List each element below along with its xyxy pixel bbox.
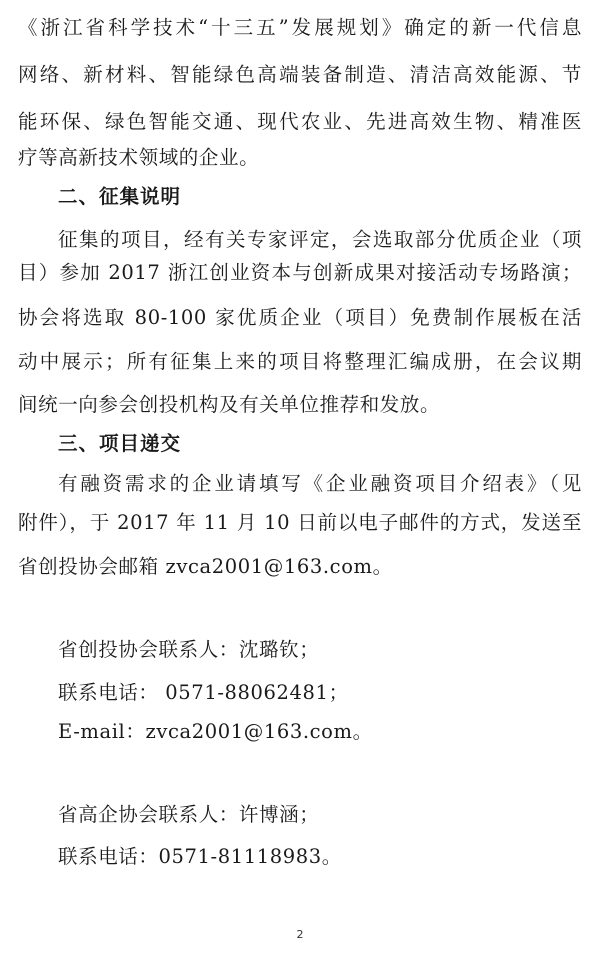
section2-line-4: 动中展示；所有征集上来的项目将整理汇编成册，在会议期: [18, 350, 582, 373]
section2-line-3: 协会将选取 80-100 家优质企业（项目）免费制作展板在活: [18, 306, 582, 329]
intro-line-4: 疗等高新技术领域的企业。: [18, 146, 260, 169]
intro-line-3: 能环保、绿色智能交通、现代农业、先进高效生物、精准医: [18, 110, 582, 133]
section2-line-1: 征集的项目，经有关专家评定，会选取部分优质企业（项: [58, 228, 582, 251]
contact1-phone: 联系电话： 0571-88062481；: [58, 681, 349, 704]
section-heading-collection-notes: 二、征集说明: [58, 185, 182, 208]
contact1-person: 省创投协会联系人：沈璐钦；: [58, 638, 320, 661]
page-number: 2: [296, 928, 304, 941]
intro-line-2: 网络、新材料、智能绿色高端装备制造、清洁高效能源、节: [18, 63, 582, 86]
contact2-person: 省高企协会联系人：许博涵；: [58, 803, 320, 826]
section2-line-5: 间统一向参会创投机构及有关单位推荐和发放。: [18, 393, 441, 416]
section3-line-1: 有融资需求的企业请填写《企业融资项目介绍表》（见: [58, 472, 582, 495]
section-heading-project-submission: 三、项目递交: [58, 432, 182, 455]
contact2-phone: 联系电话：0571-81118983。: [58, 845, 342, 868]
contact1-email: E-mail：zvca2001@163.com。: [58, 720, 373, 743]
section3-line-2: 附件），于 2017 年 11 月 10 日前以电子邮件的方式，发送至: [18, 511, 582, 534]
section2-line-2: 目）参加 2017 浙江创业资本与创新成果对接活动专场路演；: [18, 261, 582, 284]
section3-line-3: 省创投协会邮箱 zvca2001@163.com。: [18, 555, 393, 578]
intro-line-1: 《浙江省科学技术“十三五”发展规划》确定的新一代信息: [18, 16, 582, 39]
